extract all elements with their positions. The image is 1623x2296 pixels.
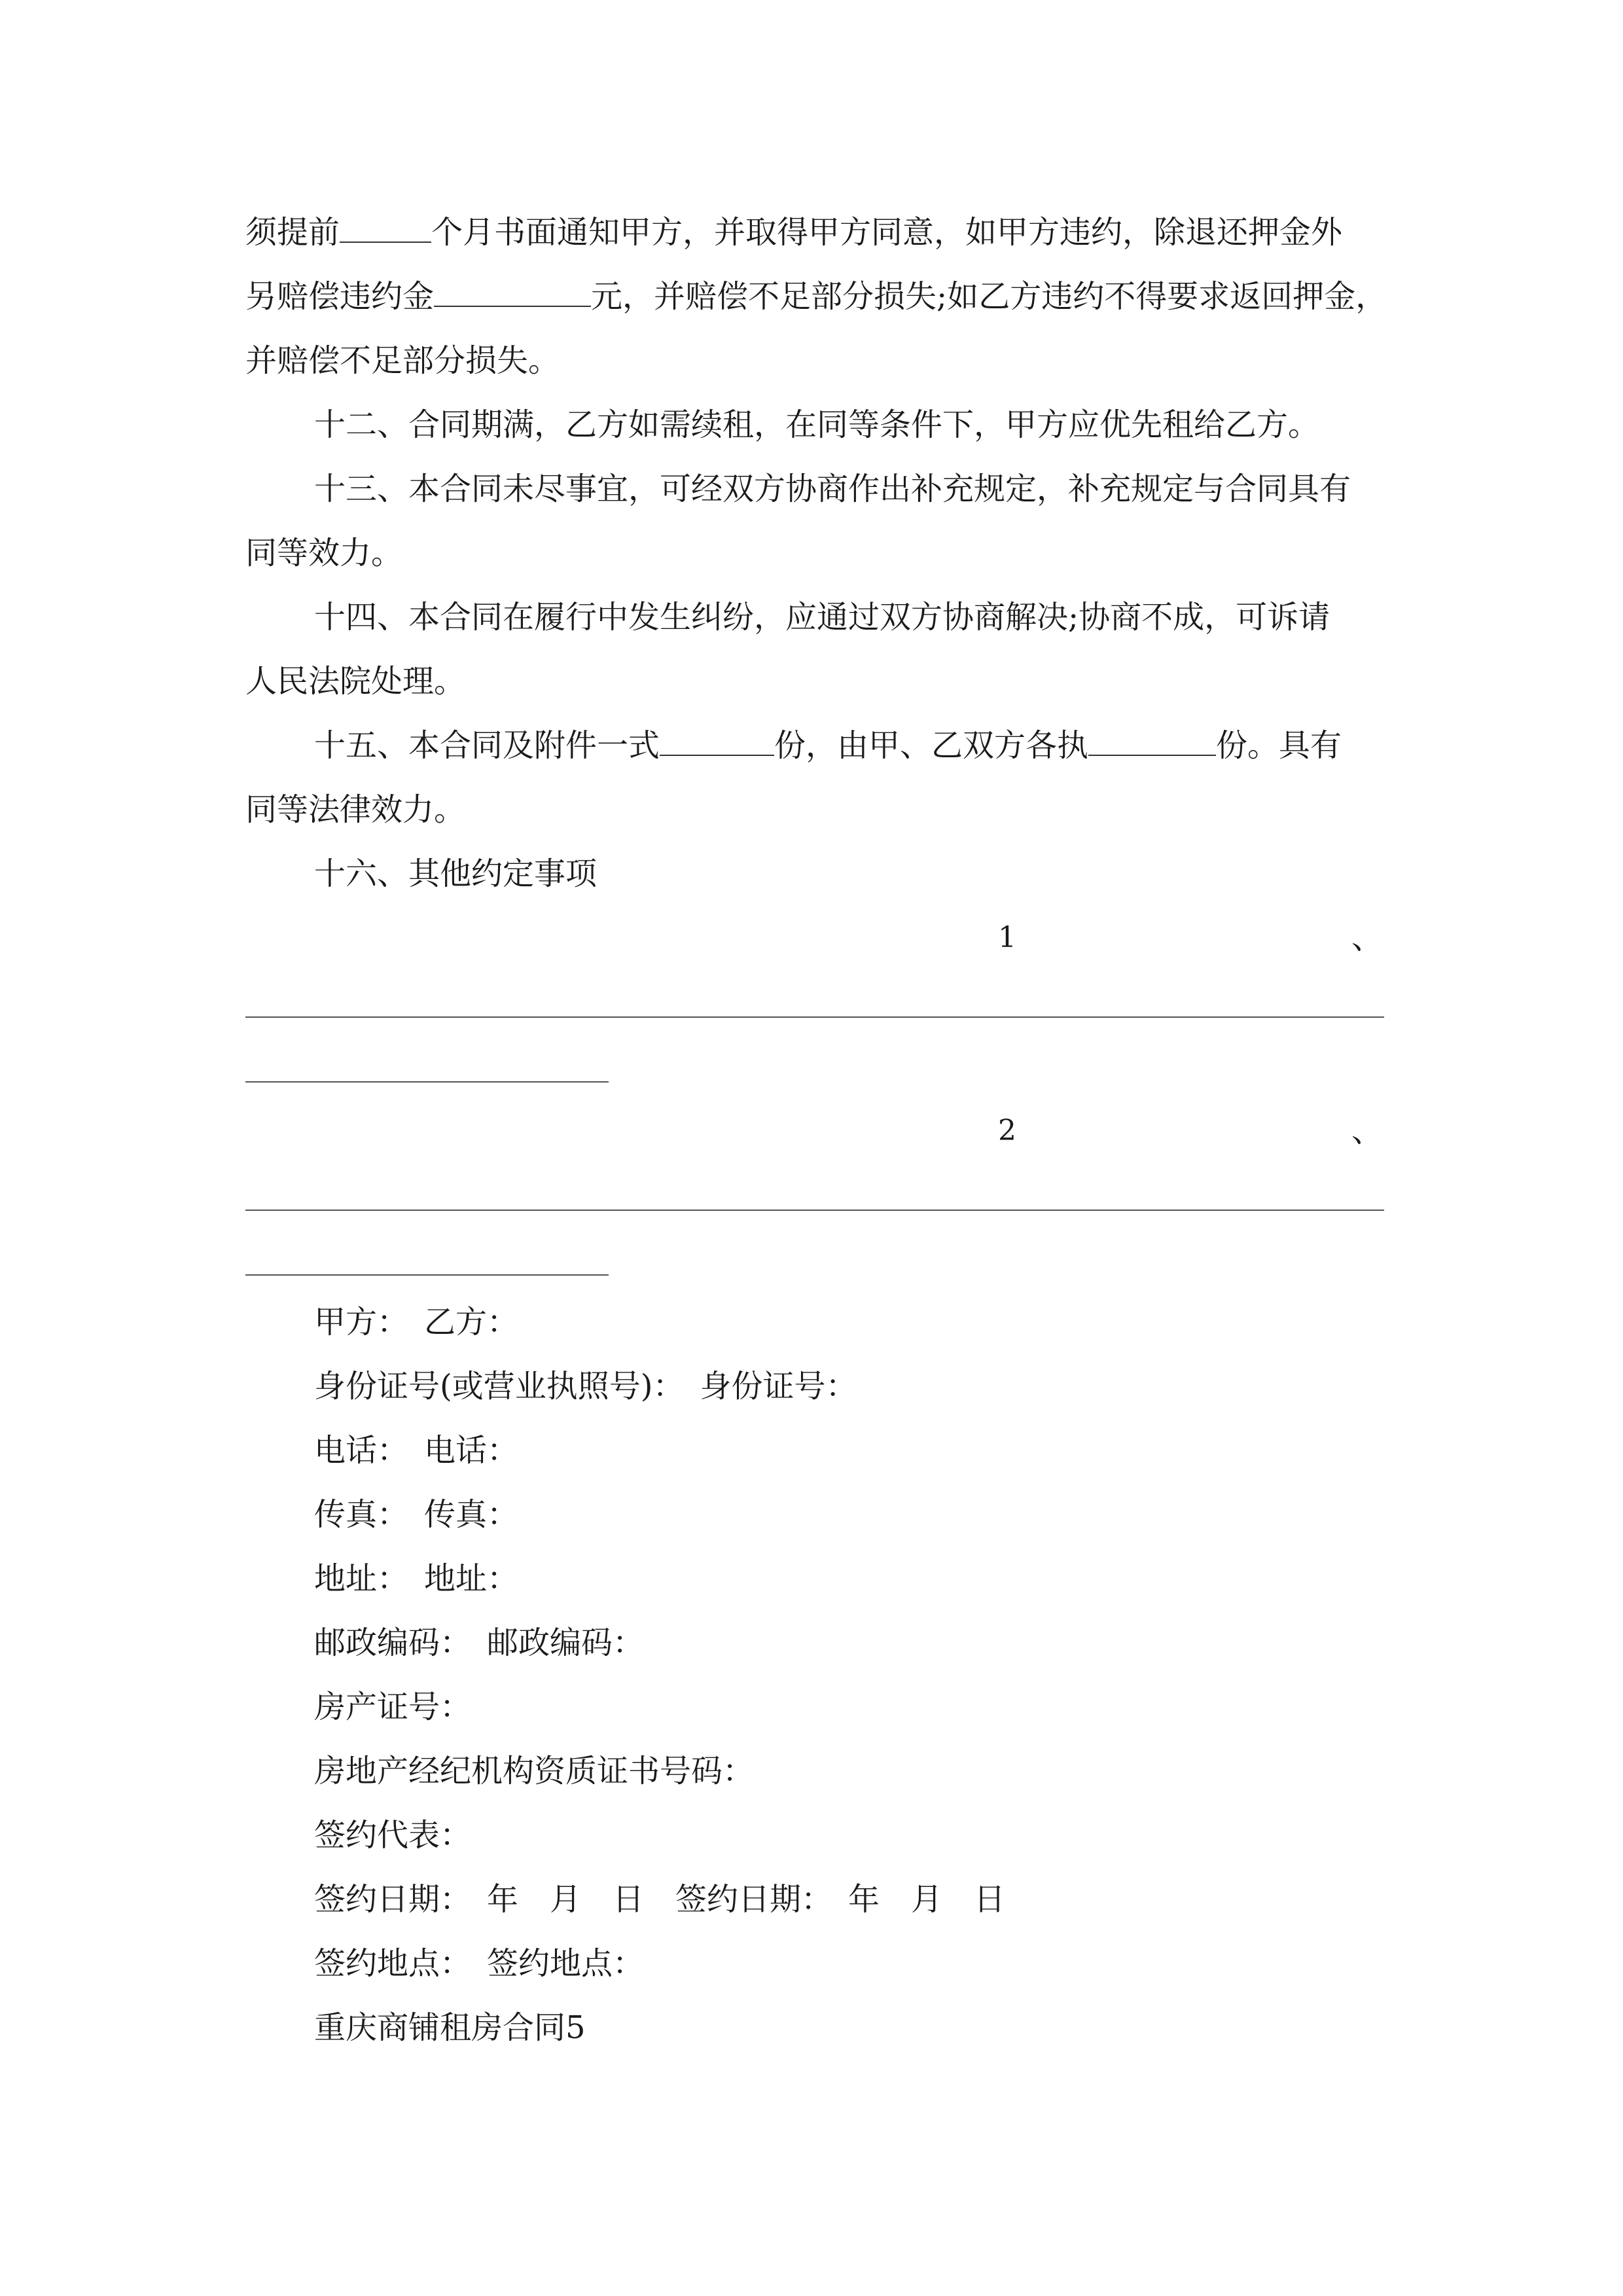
clause15-text-a: 十五、本合同及附件一式 <box>314 727 660 764</box>
clause15-text-c: 份。具有 <box>1216 727 1342 764</box>
clause15-line1 <box>314 726 1342 765</box>
item-1-fill-line <box>245 1016 1384 1018</box>
sig-address: 地址： 地址： <box>314 1560 519 1597</box>
clause14-line1: 十四、本合同在履行中发生纠纷，应通过双方协商解决;协商不成，可诉请 <box>314 599 1330 636</box>
clause11-text-c: 另赔偿违约金 <box>245 278 435 315</box>
clause11-text-b: 个月书面通知甲方，并取得甲方同意，如甲方违约，除退还押金外 <box>431 214 1343 251</box>
clause15-line2: 同等法律效力。 <box>245 791 466 828</box>
item-1-number: 1 <box>998 921 1016 954</box>
clause13-line1: 十三、本合同未尽事宜，可经双方协商作出补充规定，补充规定与合同具有 <box>314 471 1351 507</box>
blank-notice-months <box>340 213 431 243</box>
clause11-line3: 并赔偿不足部分损失。 <box>245 342 560 379</box>
item-2-fill-line <box>245 1210 1384 1211</box>
blank-copies-total <box>660 726 774 756</box>
clause11-text-a: 须提前 <box>245 214 340 251</box>
item-1-separator: 、 <box>1351 920 1383 956</box>
sig-place: 签约地点： 签约地点： <box>314 1945 645 1982</box>
sig-agency: 房地产经纪机构资质证书号码： <box>314 1753 755 1789</box>
clause12: 十二、合同期满，乙方如需续租，在同等条件下，甲方应优先租给乙方。 <box>314 406 1320 443</box>
sig-fax: 传真： 传真： <box>314 1496 519 1533</box>
clause11-line2 <box>245 277 1387 316</box>
clause11-line1 <box>245 213 1342 252</box>
clause14-line2: 人民法院处理。 <box>245 663 466 700</box>
clause15-text-b: 份，由甲、乙双方各执 <box>774 727 1089 764</box>
item-1-fill-line-short <box>245 1081 609 1083</box>
sig-id: 身份证号(或营业执照号)： 身份证号： <box>314 1368 857 1405</box>
clause16-title: 十六、其他约定事项 <box>314 855 597 892</box>
item-2-number: 2 <box>998 1114 1016 1147</box>
item-2-separator: 、 <box>1351 1113 1383 1149</box>
item-2-fill-line-short <box>245 1274 609 1276</box>
sig-phone: 电话： 电话： <box>314 1432 519 1469</box>
clause11-text-d: 元，并赔偿不足部分损失;如乙方违约不得要求返回押金， <box>591 278 1387 315</box>
sig-date: 签约日期： 年 月 日 签约日期： 年 月 日 <box>314 1881 1006 1918</box>
sig-postcode: 邮政编码： 邮政编码： <box>314 1624 645 1661</box>
blank-copies-each <box>1088 726 1216 756</box>
sig-rep: 签约代表： <box>314 1817 472 1854</box>
sig-deed: 房产证号： <box>314 1689 472 1725</box>
blank-penalty-amount <box>434 277 591 307</box>
next-contract-title: 重庆商铺租房合同5 <box>314 2009 586 2046</box>
sig-party: 甲方： 乙方： <box>314 1304 519 1340</box>
clause13-line2: 同等效力。 <box>245 535 403 571</box>
contract-page <box>245 0 1387 2296</box>
